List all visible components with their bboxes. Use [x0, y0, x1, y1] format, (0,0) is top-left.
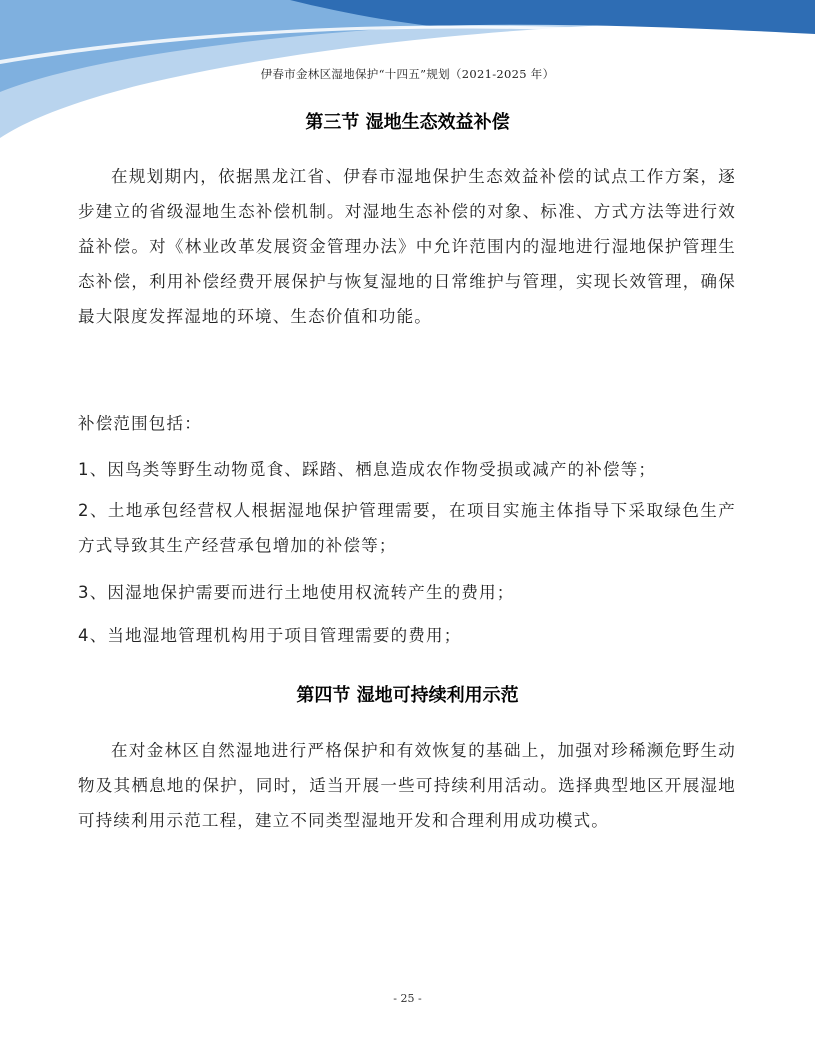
- list-item: 4、当地湿地管理机构用于项目管理需要的费用；: [78, 626, 462, 645]
- section3-paragraph: 在规划期内，依据黑龙江省、伊春市湿地保护生态效益补偿的试点工作方案，逐步建立的省级湿地生态补偿机制。对湿地生态补偿的对象、标准、方式方法等进行效益补偿。对《林业改革发展资金管理办法》中允许范围内的湿地进行湿地保护管理生态补偿，利用补偿经费开展保护与恢复湿地的日常维护与管理，实现长效管理，确保最大限度发挥湿地的环境、生态价值和功能。: [78, 167, 736, 326]
- list-item: 2、土地承包经营权人根据湿地保护管理需要，在项目实施主体指导下采取绿色生产方式导致其生产经营承包增加的补偿等；: [78, 501, 736, 555]
- scope-label: 补偿范围包括：: [78, 414, 202, 433]
- section4-paragraph: 在对金林区自然湿地进行严格保护和有效恢复的基础上，加强对珍稀濒危野生动物及其栖息地的保护，同时，适当开展一些可持续利用活动。选择典型地区开展湿地可持续利用示范工程，建立不同类型湿地开发和合理利用成功模式。: [78, 741, 736, 830]
- running-header: 伊春市金林区湿地保护“十四五”规划（2021-2025 年）: [260, 67, 555, 81]
- list-item: 1、因鸟类等野生动物觅食、踩踏、栖息造成农作物受损或减产的补偿等；: [78, 460, 657, 479]
- list-item: 3、因湿地保护需要而进行土地使用权流转产生的费用；: [78, 583, 515, 602]
- section-title-3: 第三节 湿地生态效益补偿: [305, 112, 510, 133]
- section-title-4: 第四节 湿地可持续利用示范: [296, 685, 519, 706]
- page-number: - 25 -: [393, 992, 422, 1005]
